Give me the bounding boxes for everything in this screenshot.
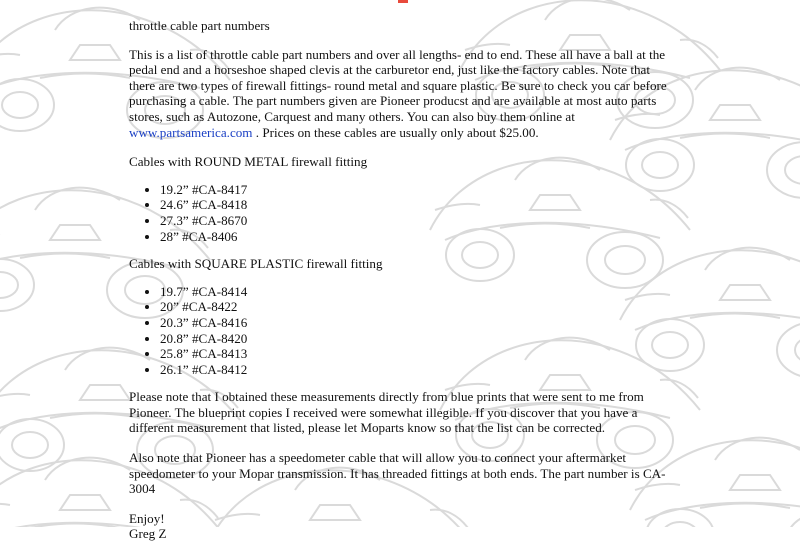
- signoff-name: Greg Z: [129, 526, 167, 542]
- intro-paragraph: [129, 47, 674, 141]
- intro-text: This is a list of throttle cable part numbers and over all lengths- end to end. These all have a ball at the pedal end and a horseshoe shaped clevis at the carburetor end, just like the factory cables. Note that there are two types of firewall fittings- round metal and square plastic. Be sure to check you car before purchasing a cable. The part numbers given are Pioneer producst and are available at most auto parts stores, such as Autozone, Carquest and many others. You can also buy them online at: [129, 46, 667, 124]
- article-body: [129, 18, 674, 542]
- speedometer-note: Also note that Pioneer has a speedometer cable that will allow you to connect your aftermarket speedometer to your Mopar transmission. It has threaded fittings at both ends. The part number is CA-3004: [129, 450, 666, 497]
- list-item: • 19.7” #CA-8414: [160, 284, 674, 300]
- intro-text-end: . Prices on these cables are usually only about $25.00.: [252, 124, 539, 140]
- page-title: throttle cable part numbers: [129, 18, 270, 33]
- list-item: • 28” #CA-8406: [160, 229, 674, 245]
- list-item: • 27.3” #CA-8670: [160, 213, 674, 229]
- list-item: • 20.3” #CA-8416: [160, 315, 674, 331]
- signoff-enjoy: Enjoy!: [129, 510, 165, 526]
- list-item: • 20.8” #CA-8420: [160, 331, 674, 347]
- blueprint-note: Please note that I obtained these measurements directly from blue prints that were sent to me from Pioneer. The blueprint copies I received were somewhat illegible. If you discover that you have a different measurement that listed, please let Moparts know so that the list can be corrected.: [129, 389, 644, 436]
- partsamerica-link[interactable]: www.partsamerica.com: [129, 124, 253, 140]
- square-plastic-heading: Cables with SQUARE PLASTIC firewall fitting: [129, 256, 383, 272]
- red-header-fragment: [398, 0, 408, 3]
- list-item: • 26.1” #CA-8412: [160, 362, 674, 378]
- round-metal-list: [129, 182, 674, 244]
- square-plastic-list: [129, 284, 674, 378]
- list-item: • 20” #CA-8422: [160, 299, 674, 315]
- list-item: • 24.6” #CA-8418: [160, 197, 674, 213]
- list-item: • 19.2” #CA-8417: [160, 182, 674, 198]
- round-metal-heading: Cables with ROUND METAL firewall fitting: [129, 154, 368, 170]
- list-item: • 25.8” #CA-8413: [160, 346, 674, 362]
